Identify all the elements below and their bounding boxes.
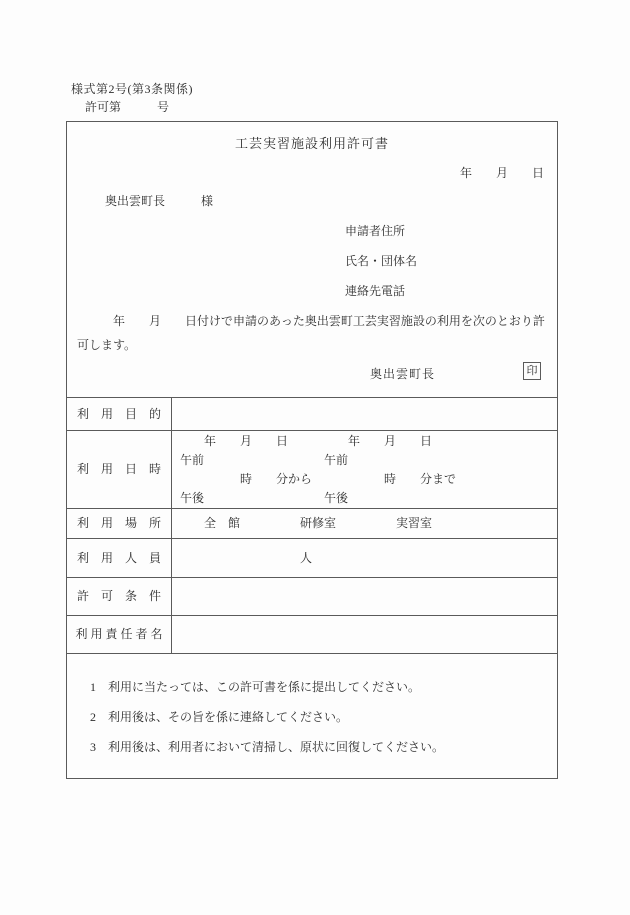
row-content-conditions bbox=[172, 578, 557, 615]
notes-section bbox=[67, 653, 557, 778]
row-content-capacity: 人 bbox=[180, 550, 313, 565]
datetime-line-date: 年 月 日 年 月 日 bbox=[180, 433, 433, 448]
body-text-line-1: 年 月 日付けで申請のあった奥出雲町工芸実習施設の利用を次のとおり許 bbox=[77, 314, 545, 328]
datetime-line-am: 午前 午前 bbox=[180, 452, 349, 467]
row-label-responsible: 利用責任者名 bbox=[67, 616, 172, 653]
table-row-capacity bbox=[67, 538, 557, 577]
note-item-3: 3 利用後は、利用者において清掃し、原状に回復してください。 bbox=[90, 740, 445, 754]
addressee-line: 奥出雲町長 様 bbox=[105, 194, 214, 208]
form-code: 様式第2号(第3条関係) bbox=[71, 82, 193, 96]
table-row-conditions bbox=[67, 577, 557, 615]
row-label-capacity: 利 用 人 員 bbox=[67, 539, 172, 577]
issue-date-line: 年 月 日 bbox=[459, 166, 544, 180]
row-content-place: 全 館 研修室 実習室 bbox=[180, 516, 433, 530]
table-row-datetime bbox=[67, 430, 557, 508]
seal-character: 印 bbox=[526, 365, 538, 377]
applicant-name-label: 氏名・団体名 bbox=[345, 254, 418, 268]
document-title: 工芸実習施設利用許可書 bbox=[234, 136, 389, 151]
row-content-responsible bbox=[172, 616, 557, 653]
row-label-conditions: 許 可 条 件 bbox=[67, 578, 172, 615]
letter-head bbox=[67, 122, 557, 397]
datetime-line-pm: 午後 午後 bbox=[180, 490, 349, 505]
seal-mark bbox=[523, 362, 541, 380]
table-row-responsible bbox=[67, 615, 557, 653]
note-item-2: 2 利用後は、その旨を係に連絡してください。 bbox=[90, 710, 349, 724]
applicant-phone-label: 連絡先電話 bbox=[345, 284, 406, 298]
row-label-datetime: 利 用 日 時 bbox=[67, 431, 172, 508]
row-label-place: 利 用 場 所 bbox=[67, 509, 172, 538]
table-row-purpose bbox=[67, 397, 557, 430]
datetime-line-hours: 時 分から 時 分まで bbox=[180, 471, 457, 486]
applicant-address-label: 申請者住所 bbox=[345, 224, 406, 238]
table-row-place bbox=[67, 508, 557, 538]
row-label-purpose: 利 用 目 的 bbox=[67, 398, 172, 430]
body-text-line-2: 可します。 bbox=[77, 338, 137, 352]
row-content-datetime bbox=[172, 431, 557, 508]
row-content-purpose bbox=[172, 398, 557, 430]
permit-number-line: 許可第 号 bbox=[85, 100, 170, 114]
note-item-1: 1 利用に当たっては、この許可書を係に提出してください。 bbox=[90, 680, 421, 694]
signer-title: 奥出雲町長 bbox=[370, 367, 436, 381]
permit-form-box bbox=[66, 121, 558, 779]
